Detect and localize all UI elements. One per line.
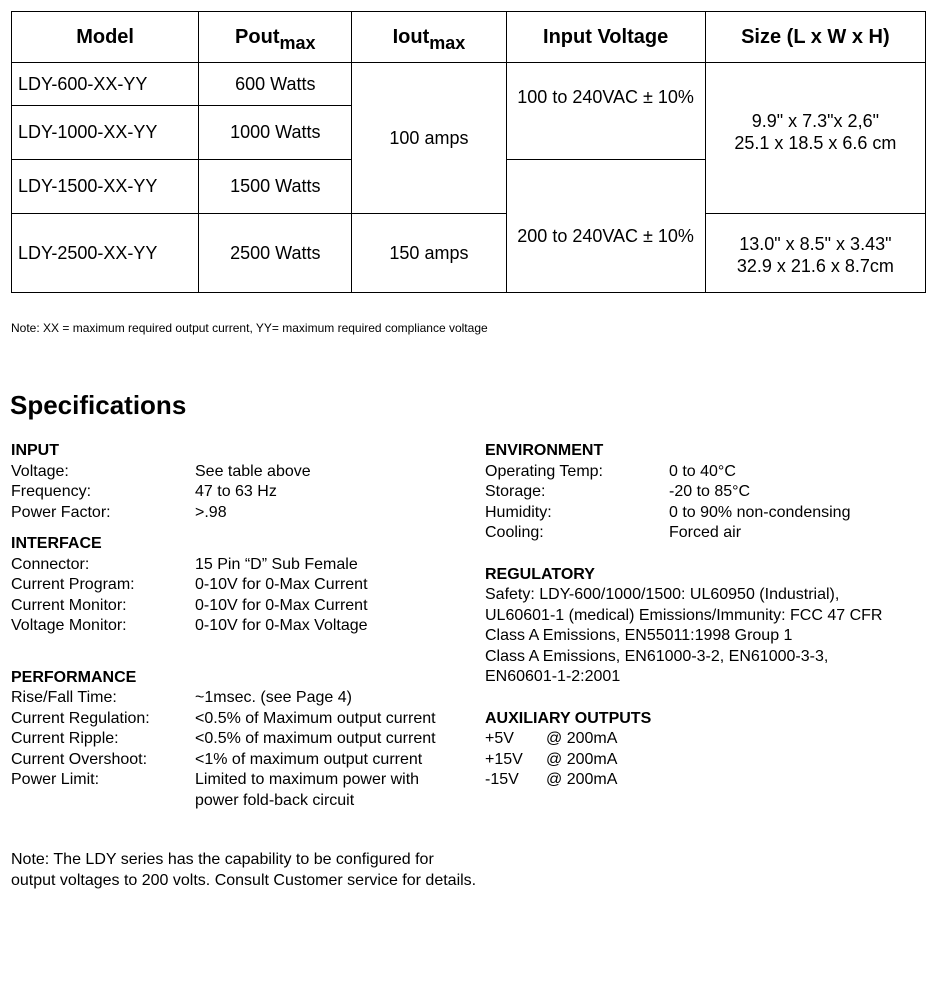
table-row [12, 63, 926, 105]
closing-note: Note: The LDY series has the capability to be configured for output voltages to 200 volts. Consult Customer service for details. [11, 851, 477, 889]
spec-row: Operating Temp: 0 to 40°C [485, 462, 736, 480]
regulatory-line: Safety: LDY-600/1000/1500: UL60950 (Industrial), [485, 586, 840, 603]
table-note: Note: XX = maximum required output current, YY= maximum required compliance voltage [11, 321, 488, 335]
spec-row: Connector: 15 Pin “D” Sub Female [11, 555, 358, 573]
regulatory-line: UL60601-1 (medical) Emissions/Immunity: FCC 47 CFR [485, 606, 883, 624]
iout-cell: 100 amps [352, 63, 506, 214]
header-pout: Pout$_{max}$ [199, 12, 352, 63]
model-cell: LDY-600-XX-YY [12, 63, 199, 105]
voltage-cell: 200 to 240VAC ± 10% [506, 160, 705, 293]
spec-row: Current Overshoot: <1% of maximum output current [11, 750, 423, 768]
spec-row: Storage: -20 to 85°C [485, 483, 751, 500]
spec-row: Current Program: 0-10V for 0-Max Current [11, 576, 368, 593]
voltage-cell: 100 to 240VAC ± 10% [506, 63, 705, 160]
model-cell: LDY-1500-XX-YY [12, 160, 199, 214]
table-row [12, 214, 926, 293]
table-header-row [12, 12, 926, 63]
spec-row: Cooling: Forced air [485, 524, 742, 541]
regulatory-line: EN60601-1-2:2001 [485, 668, 621, 685]
spec-row: Current Monitor: 0-10V for 0-Max Current [11, 596, 368, 614]
header-model: Model [12, 12, 199, 63]
specs-right-column [485, 441, 935, 791]
spec-row: Power Factor: >.98 [11, 503, 227, 521]
spec-row: power fold-back circuit [195, 791, 355, 809]
size-cell: 13.0" x 8.5" x 3.43" 32.9 x 21.6 x 8.7cm [705, 214, 925, 293]
input-title: INPUT [11, 442, 59, 459]
spec-row: Frequency: 47 to 63 Hz [11, 483, 277, 500]
regulatory-title: REGULATORY [485, 565, 595, 583]
regulatory-line: Class A Emissions, EN61000-3-2, EN61000-3-3, [485, 647, 829, 665]
aux-row: +15V @ 200mA [485, 750, 618, 768]
spec-row: Current Regulation: <0.5% of Maximum output current [11, 709, 436, 727]
spec-row: Voltage: See table above [11, 462, 311, 480]
auxiliary-title: AUXILIARY OUTPUTS [485, 709, 652, 727]
iout-cell: 150 amps [352, 214, 506, 293]
pout-cell: 2500 Watts [199, 214, 352, 293]
aux-row: -15V @ 200mA [485, 771, 618, 788]
spec-row: Current Ripple: <0.5% of maximum output current [11, 730, 436, 747]
specs-left-column [11, 441, 481, 811]
performance-title: PERFORMANCE [11, 668, 137, 686]
interface-title: INTERFACE [11, 535, 102, 552]
header-input-voltage: Input Voltage [506, 12, 705, 63]
pout-cell: 1000 Watts [199, 105, 352, 159]
header-iout: Iout$_{max}$ [352, 12, 506, 63]
model-cell: LDY-1000-XX-YY [12, 105, 199, 159]
page-title: Specifications [10, 390, 187, 420]
model-cell: LDY-2500-XX-YY [12, 214, 199, 293]
header-size: Size (L x W x H) [705, 12, 925, 63]
spec-row: Voltage Monitor: 0-10V for 0-Max Voltage [11, 617, 368, 634]
spec-row: Rise/Fall Time: ~1msec. (see Page 4) [11, 689, 352, 706]
aux-row: +5V @ 200mA [485, 730, 618, 747]
model-table [11, 11, 926, 293]
environment-title: ENVIRONMENT [485, 442, 604, 459]
size-cell: 9.9" x 7.3"x 2,6" 25.1 x 18.5 x 6.6 cm [705, 63, 925, 214]
pout-cell: 1500 Watts [199, 160, 352, 214]
regulatory-line: Class A Emissions, EN55011:1998 Group 1 [485, 627, 793, 644]
spec-row: Power Limit: Limited to maximum power with [11, 771, 420, 788]
spec-row: Humidity: 0 to 90% non-condensing [485, 503, 851, 521]
pout-cell: 600 Watts [199, 63, 352, 105]
